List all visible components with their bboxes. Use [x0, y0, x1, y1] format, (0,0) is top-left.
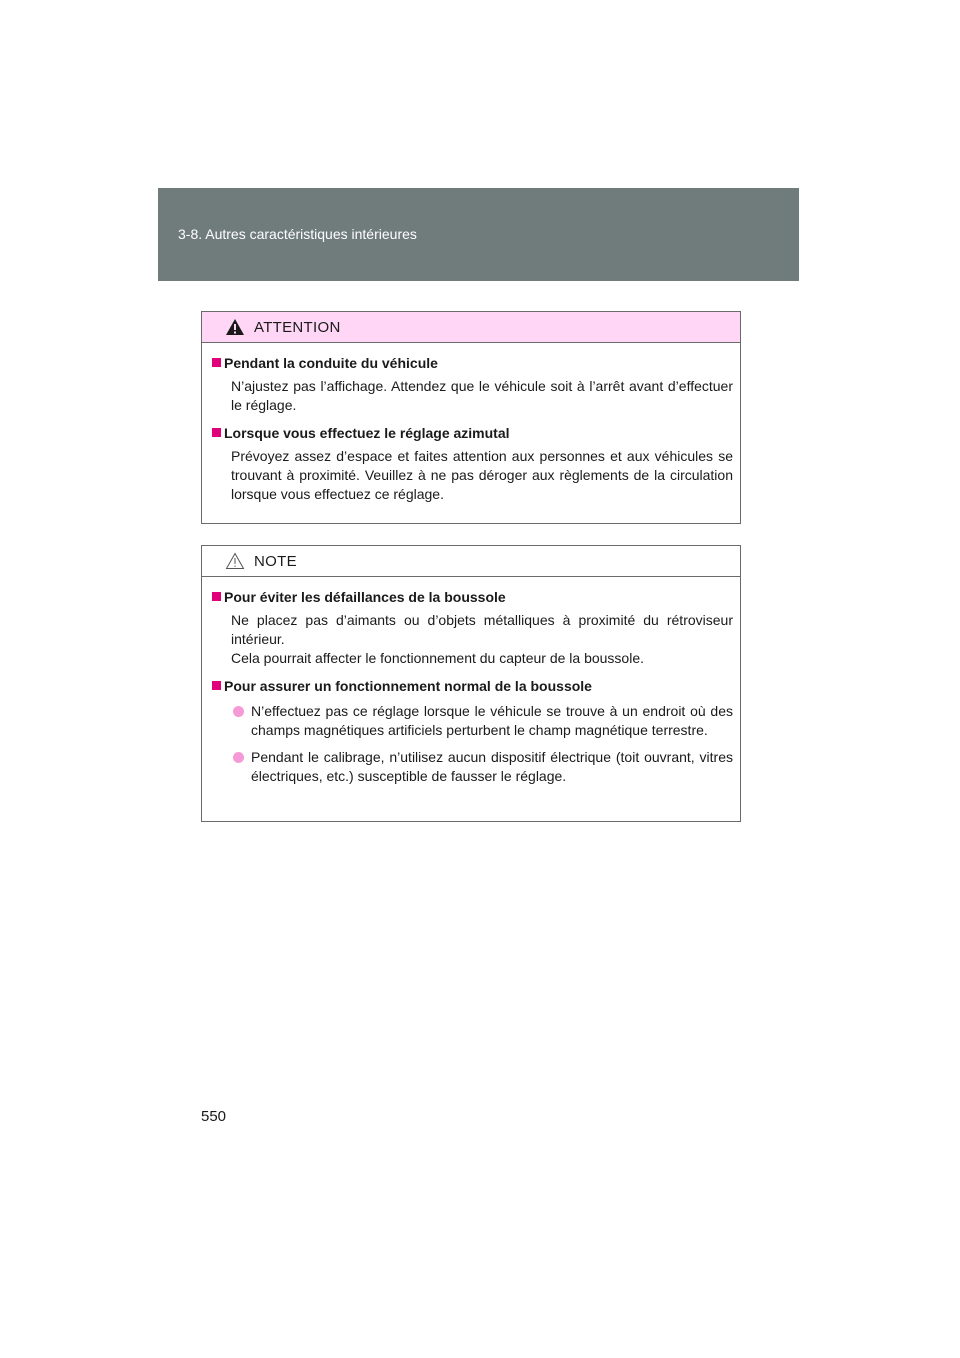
attention-box	[201, 311, 741, 524]
attention-item-title: Pendant la conduite du véhicule	[212, 353, 733, 373]
attention-body	[202, 343, 740, 504]
note-item-text: Cela pourrait affecter le fonctionnement du capteur de la boussole.	[231, 650, 644, 666]
note-item-title: Pour assurer un fonctionnement normal de la boussole	[212, 676, 733, 696]
square-marker-icon	[212, 592, 221, 601]
square-marker-icon	[212, 358, 221, 367]
note-item-title: Pour éviter les défaillances de la boussole	[212, 587, 733, 607]
attention-item-text: N’ajustez pas l’affichage. Attendez que le véhicule soit à l’arrêt avant d’effectuer le réglage.	[231, 378, 733, 413]
warning-filled-icon	[225, 318, 245, 336]
attention-heading: ATTENTION	[254, 319, 341, 336]
note-heading: NOTE	[254, 553, 297, 570]
page-number: 550	[201, 1108, 227, 1125]
note-bullet-item: N’effectuez pas ce réglage lorsque le véhicule se trouve à un endroit où des champs magnétiques artificiels perturbent le champ magnétique terrestre.	[231, 702, 733, 740]
attention-item-text: Prévoyez assez d’espace et faites attention aux personnes et aux véhicules se trouvant à proximité. Veuillez à ne pas déroger aux règlements de la circulation lorsque vous effectuez ce réglage.	[231, 448, 733, 502]
section-header-band	[158, 188, 799, 281]
note-item-text: Ne placez pas d’aimants ou d’objets métalliques à proximité du rétroviseur intérieur.	[231, 612, 733, 647]
note-bullet-item: Pendant le calibrage, n’utilisez aucun dispositif électrique (toit ouvrant, vitres électriques, etc.) susceptible de fausser le réglage.	[231, 748, 733, 786]
square-marker-icon	[212, 428, 221, 437]
square-marker-icon	[212, 681, 221, 690]
bullet-dot-icon	[233, 706, 244, 717]
note-header	[202, 546, 740, 577]
section-title: 3-8. Autres caractéristiques intérieures	[178, 226, 417, 242]
warning-outline-icon	[225, 552, 245, 570]
attention-header	[202, 312, 740, 343]
note-box	[201, 545, 741, 822]
attention-item-title: Lorsque vous effectuez le réglage azimutal	[212, 423, 733, 443]
note-body	[202, 577, 740, 786]
bullet-dot-icon	[233, 752, 244, 763]
